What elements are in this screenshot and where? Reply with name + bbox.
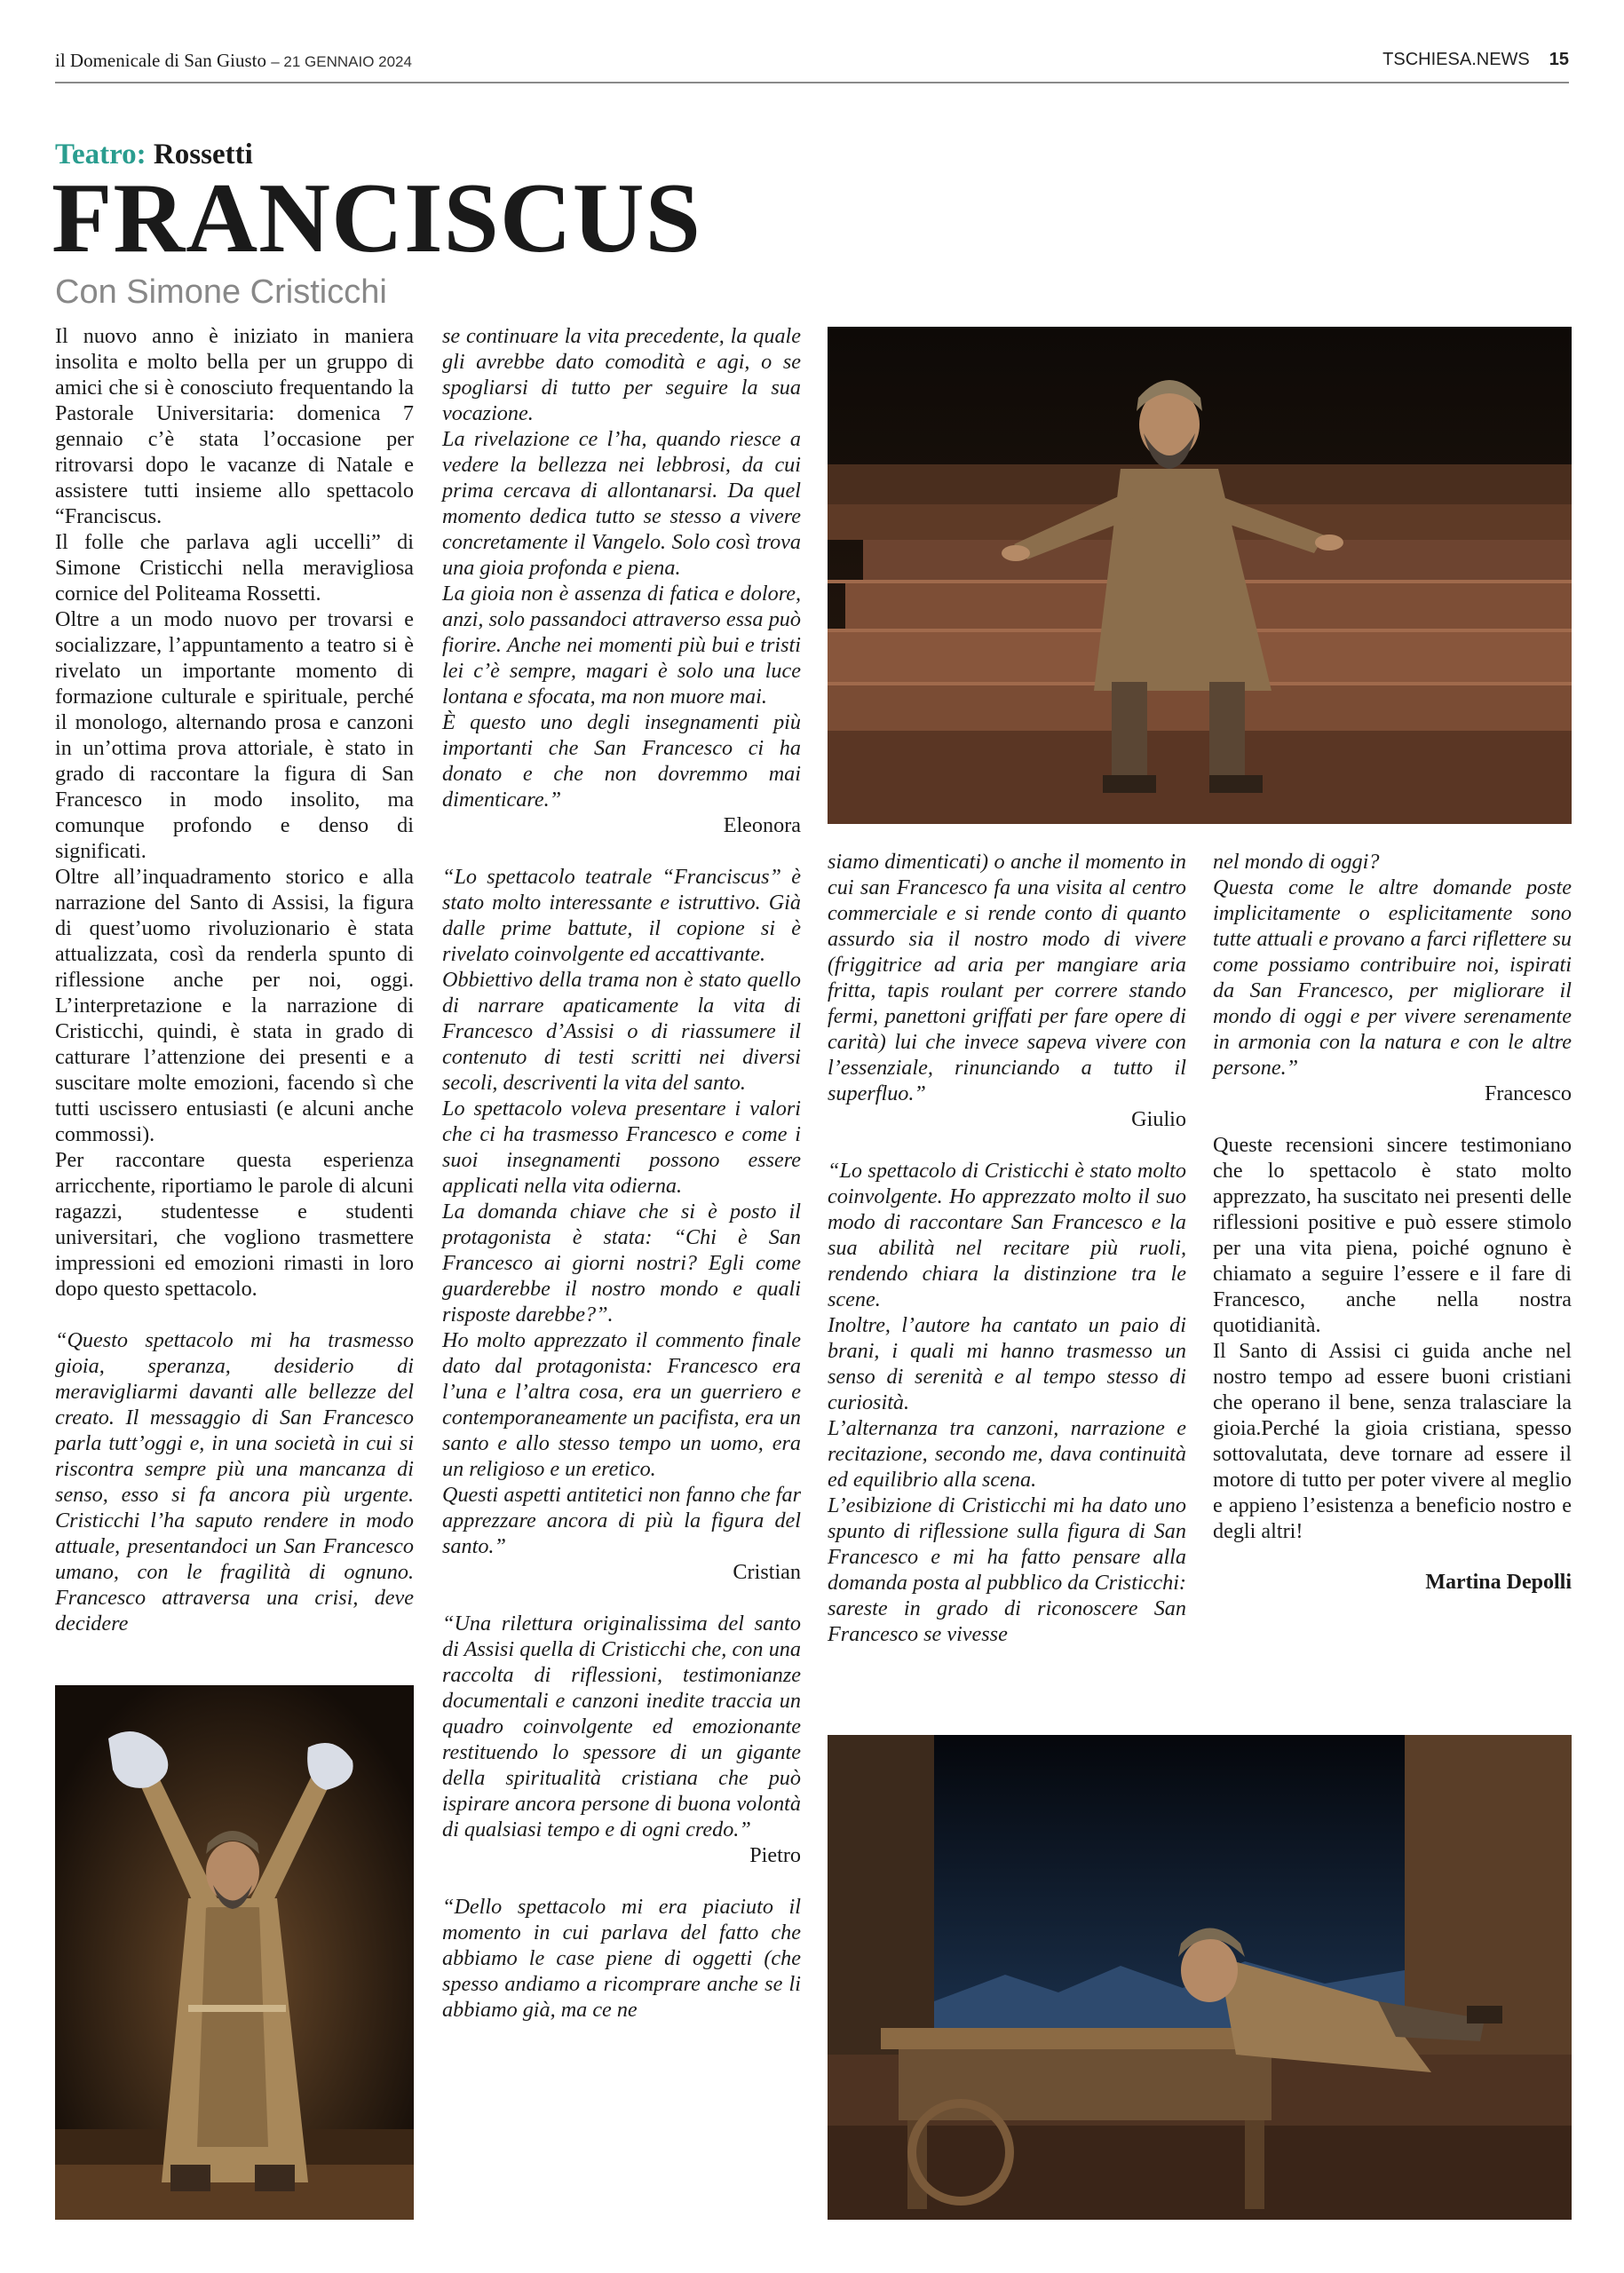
paragraph: L’alternanza tra canzoni, narrazione e recitazione, secondo me, dava continuità ed equilibrio alla scena. — [828, 1416, 1186, 1492]
paragraph: La gioia non è assenza di fatica e dolore, anzi, solo passandoci attraverso essa può fiorire. Anche nei momenti più bui e tristi lei c’è sempre, magari è solo una luce lontana e sfocata, ma non muore mai. — [442, 582, 801, 709]
paragraph: nel mondo di oggi? — [1213, 850, 1380, 874]
paragraph: Il folle che parlava agli uccelli” di Simone Cristicchi nella meravigliosa cornice del Politeama Rossetti. — [55, 530, 414, 606]
signature-eleonora: Eleonora — [723, 813, 801, 837]
site-and-page — [1382, 50, 1569, 70]
paragraph: Obbiettivo della trama non è stato quello di narrare apaticamente la vita di Francesco d’Assisi o di riassumere il contenuto di testi scritti nei diversi secoli, descriventi la vita del santo. — [442, 968, 801, 1095]
photo-actor-arms-raised — [55, 1685, 414, 2220]
paragraph: Il nuovo anno è iniziato in maniera insolita e molto bella per un gruppo di amici che si è conosciuto frequentando la Pastorale Universitaria: domenica 7 gennaio c’è stata l’occasione per ritrovarsi dopo le vacanze di Natale e assistere tutti insieme allo spettacolo “Franciscus. — [55, 324, 414, 528]
page-header — [55, 46, 1569, 83]
quote-francesco: “Lo spettacolo di Cristicchi è stato molto coinvolgente. Ho apprezzato molto il suo modo di raccontare San Francesco e la sua abilità nel recitare più ruoli, rendendo chiara la distinzione tra le scene. — [828, 1159, 1186, 1311]
quote-giulio: “Dello spettacolo mi era piaciuto il momento in cui parlava del fatto che abbiamo le case piene di oggetti (che spesso andiamo a ricomprare anche se li abbiamo già, ma ce ne — [442, 1895, 801, 2022]
article-subtitle: Con Simone Cristicchi — [55, 273, 387, 311]
column-3 — [828, 849, 1186, 1647]
photo-actor-on-wooden-bench — [828, 1735, 1572, 2220]
paragraph: Oltre a un modo nuovo per trovarsi e socializzare, l’appuntamento a teatro si è rivelato un importante momento di formazione culturale e spirituale, perché il monologo, alternando prosa e canzoni in un’ottima prova attoriale, è stato in grado di raccontare la figura di San Francesco in modo insolito, ma comunque profondo e denso di significati. — [55, 607, 414, 863]
paragraph: Questi aspetti antitetici non fanno che far apprezzare ancora di più la figura del santo.” — [442, 1483, 801, 1558]
signature-giulio: Giulio — [1131, 1107, 1186, 1131]
paragraph: Oltre all’inquadramento storico e alla narrazione del Santo di Assisi, la figura di quest’uomo rivoluzionario è stata attualizzata, così da renderla spunto di riflessione anche per noi, oggi. L’interpretazione e la narrazione di Cristicchi, quindi, è stata in grado di catturare l’attenzione dei presenti e a suscitare molte emozioni, facendo sì che tutti uscissero entusiasti (e alcuni anche commossi). — [55, 865, 414, 1146]
paragraph: La domanda chiave che si è posto il protagonista è stata: “Chi è San Francesco ai giorni nostri? Egli come guarderebbe il nostro mondo e quali risposte darebbe?”. — [442, 1200, 801, 1327]
article-author: Martina Depolli — [1425, 1571, 1572, 1594]
signature-francesco: Francesco — [1484, 1081, 1572, 1105]
paragraph: Queste recensioni sincere testimoniano che lo spettacolo è stato molto apprezzato, ha suscitato nei presenti delle riflessioni positive e può essere stimolo per una vita piena, poiché ognuno è chiamato a seguire l’essere e il fare di Francesco, anche nella nostra quotidianità. — [1213, 1133, 1572, 1337]
column-2 — [442, 323, 801, 2023]
publication-line — [55, 50, 412, 72]
paragraph: siamo dimenticati) o anche il momento in cui san Francesco fa una visita al centro commerciale e si rende conto di quanto assurdo sia il nostro modo di vivere (friggitrice ad aria per mangiare aria fritta, tapis roulant per correre stando fermi, panettoni griffati per fare opere di carità) lui che invece sapeva vivere con l’essenziale, rinunciando a tutto il superfluo.” — [828, 850, 1186, 1105]
paragraph: È questo uno degli insegnamenti più importanti che San Francesco ci ha donato e che non dovremmo mai dimenticare.” — [442, 710, 801, 812]
quote-pietro: “Una rilettura originalissima del santo di Assisi quella di Cristicchi che, con una raccolta di riflessioni, testimonianze documentali e canzoni inedite traccia un quadro coinvolgente ed emozionante restituendo lo spessore di un gigante della spiritualità cristiana che può ispirare ancora persone di buona volontà di qualsiasi tempo e di ogni credo.” — [442, 1612, 801, 1841]
page-number: 15 — [1549, 50, 1569, 69]
kicker-section: Teatro: — [55, 139, 147, 170]
signature-cristian: Cristian — [733, 1560, 801, 1584]
column-1 — [55, 323, 414, 1636]
paragraph: Ho molto apprezzato il commento finale dato dal protagonista: Francesco era l’una e l’altra cosa, era un guerriero e contemporaneamente un pacifista, era un santo e allo stesso tempo un uomo, era un religioso e un eretico. — [442, 1328, 801, 1481]
paragraph: Per raccontare questa esperienza arricchente, riportiamo le parole di alcuni ragazzi, studentesse e studenti universitari, che vogliono trasmettere impressioni ed emozioni rimasti in loro dopo questo spettacolo. — [55, 1148, 414, 1301]
paragraph: Il Santo di Assisi ci guida anche nel nostro tempo ad essere buoni cristiani che operano il bene, senza tralasciare la gioia.Perché la gioia cristiana, spesso sottovalutata, deve tornare ad essere il motore di tutto per poter vivere al meglio e appieno l’esistenza a beneficio nostro e degli altri! — [1213, 1339, 1572, 1543]
site-name: TSCHIESA.NEWS — [1382, 50, 1530, 69]
issue-date: – 21 GENNAIO 2024 — [271, 53, 412, 70]
quote-eleonora: “Questo spettacolo mi ha trasmesso gioia, speranza, desiderio di meravigliarmi davanti alle bellezze del creato. Il messaggio di San Francesco parla tutt’oggi e, in una società in cui si riscontra sempre più una mancanza di senso, esso si fa ancora più urgente. Cristicchi l’ha saputo rendere in modo attuale, presentandoci un San Francesco umano, con le fragilità di ognuno. Francesco attraversa una crisi, deve decidere — [55, 1328, 414, 1635]
publication-name: il Domenicale di San Giusto — [55, 50, 266, 71]
photo-actor-seated-on-steps — [828, 327, 1572, 824]
paragraph: Inoltre, l’autore ha cantato un paio di brani, i quali mi hanno trasmesso un senso di serenità e al tempo stesso di curiosità. — [828, 1313, 1186, 1414]
article-title: FRANCISCUS — [51, 163, 701, 273]
paragraph: L’esibizione di Cristicchi mi ha dato uno spunto di riflessione sulla figura di San Francesco e mi ha fatto pensare alla domanda posta al pubblico da Cristicchi: sareste in grado di riconoscere San Francesco se vivesse — [828, 1493, 1186, 1646]
column-4 — [1213, 849, 1572, 1596]
kicker-venue: Rossetti — [153, 139, 253, 170]
paragraph: se continuare la vita precedente, la quale gli avrebbe dato comodità e agi, o se spogliarsi di tutto per seguire la sua vocazione. — [442, 324, 801, 425]
quote-cristian: “Lo spettacolo teatrale “Franciscus” è stato molto interessante e istruttivo. Già dalle prime battute, il copione si è rivelato coinvolgente ed accattivante. — [442, 865, 801, 966]
signature-pietro: Pietro — [749, 1843, 801, 1867]
paragraph: La rivelazione ce l’ha, quando riesce a vedere la bellezza nei lebbrosi, da cui prima cercava di allontanarsi. Da quel momento dedica tutto se stesso a vivere concretamente il Vangelo. Solo così trova una gioia profonda e piena. — [442, 427, 801, 580]
paragraph: Questa come le altre domande poste implicitamente o esplicitamente sono tutte attuali e provano a farci riflettere su come possiamo contribuire noi, ispirati da San Francesco, per migliorare il mondo di oggi e per vivere serenamente in armonia con la natura e con le altre persone.” — [1213, 875, 1572, 1080]
paragraph: Lo spettacolo voleva presentare i valori che ci ha trasmesso Francesco e come i suoi insegnamenti possono essere applicati nella vita odierna. — [442, 1097, 801, 1198]
